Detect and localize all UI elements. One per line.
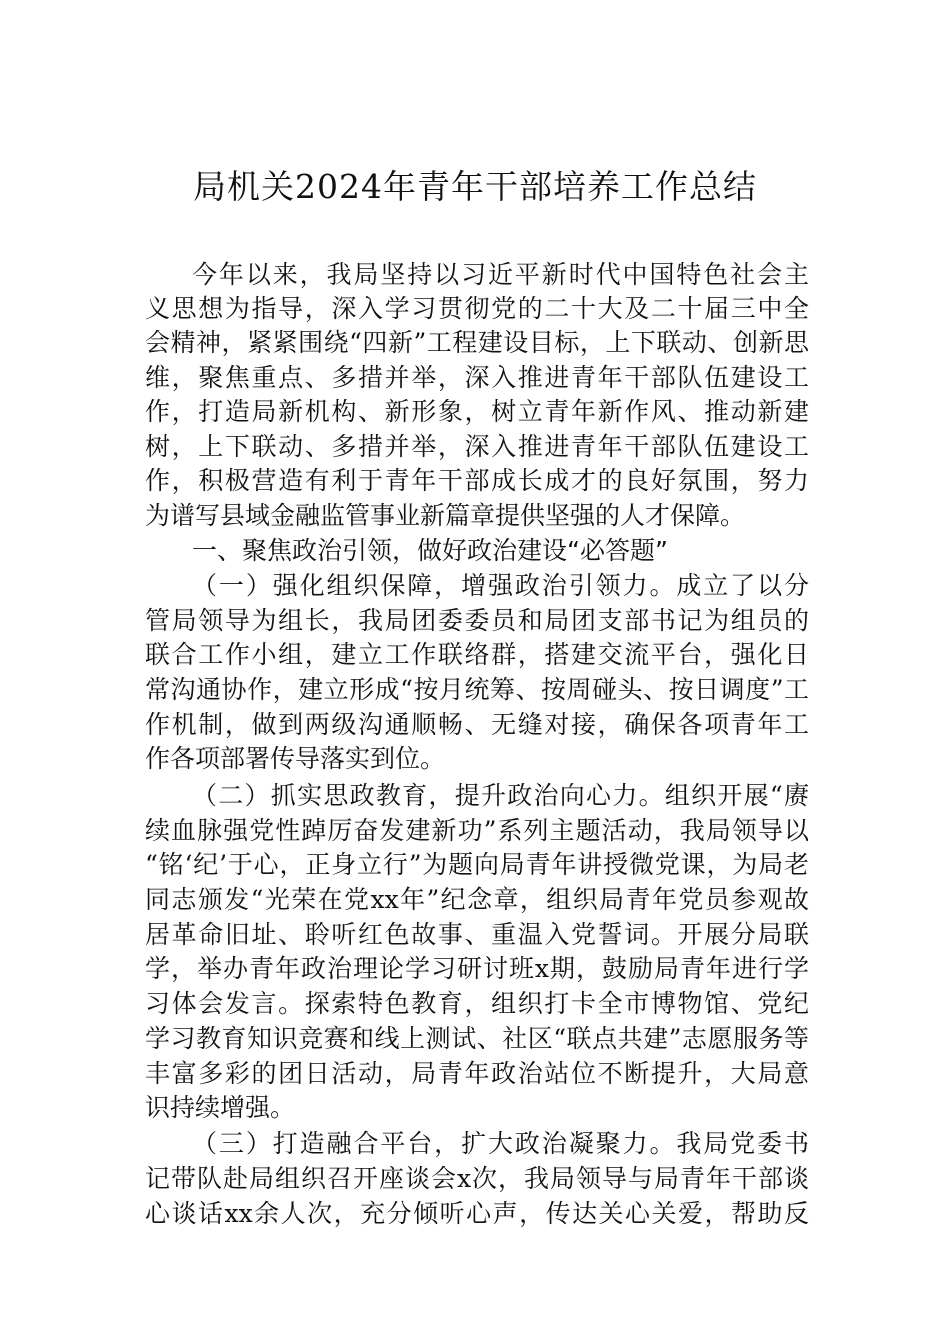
body-line: 学，举办青年政治理论学习研讨班x期，鼓励局青年进行学 [145, 954, 809, 983]
body-line: 丰富多彩的团日活动，局青年政治站位不断提升，大局意 [145, 1059, 809, 1088]
body-line: （二）抓实思政教育，提升政治向心力。组织开展“赓 [192, 781, 809, 810]
document-title: 局机关2024年青年干部培养工作总结 [193, 167, 757, 206]
body-line: 管局领导为组长，我局团委委员和局团支部书记为组员的 [145, 606, 809, 635]
body-line: （三）打造融合平台，扩大政治凝聚力。我局党委书 [192, 1129, 809, 1158]
body-line: 作机制，做到两级沟通顺畅、无缝对接，确保各项青年工 [145, 710, 809, 739]
body-line: 会精神，紧紧围绕“四新”工程建设目标，上下联动、创新思 [145, 328, 809, 357]
body-line: 记带队赴局组织召开座谈会x次，我局领导与局青年干部谈 [145, 1164, 809, 1193]
section-heading: 一、聚焦政治引领，做好政治建设“必答题” [192, 536, 668, 565]
body-line: （一）强化组织保障，增强政治引领力。成立了以分 [192, 571, 809, 600]
body-line: 学习教育知识竞赛和线上测试、社区“联点共建”志愿服务等 [145, 1024, 809, 1053]
body-line: 作，打造局新机构、新形象，树立青年新作风、推动新建 [145, 397, 809, 426]
body-line: 心谈话xx余人次，充分倾听心声，传达关心关爱，帮助反 [145, 1199, 809, 1228]
body-line: 维，聚焦重点、多措并举，深入推进青年干部队伍建设工 [145, 363, 809, 392]
body-line: 习体会发言。探索特色教育，组织打卡全市博物馆、党纪 [145, 989, 809, 1018]
body-line: 义思想为指导，深入学习贯彻党的二十大及二十届三中全 [145, 294, 809, 323]
body-line: 常沟通协作，建立形成“按月统筹、按周碰头、按日调度”工 [145, 675, 809, 704]
body-line: 作各项部署传导落实到位。 [145, 744, 446, 773]
body-line: 今年以来，我局坚持以习近平新时代中国特色社会主 [192, 260, 809, 289]
body-line: “铭‘纪’于心，正身立行”为题向局青年讲授微党课，为局老 [145, 850, 809, 879]
body-line: 联合工作小组，建立工作联络群，搭建交流平台，强化日 [145, 640, 809, 669]
body-line: 居革命旧址、聆听红色故事、重温入党誓词。开展分局联 [145, 920, 809, 949]
body-line: 树，上下联动、多措并举，深入推进青年干部队伍建设工 [145, 432, 809, 461]
body-line: 同志颁发“光荣在党xx年”纪念章，组织局青年党员参观故 [145, 885, 809, 914]
body-line: 作，积极营造有利于青年干部成长成才的良好氛围，努力 [145, 466, 809, 495]
body-line: 续血脉强党性踔厉奋发建新功”系列主题活动，我局领导以 [145, 816, 809, 845]
body-line: 识持续增强。 [145, 1093, 296, 1122]
body-line: 为谱写县域金融监管事业新篇章提供坚强的人才保障。 [145, 501, 746, 530]
